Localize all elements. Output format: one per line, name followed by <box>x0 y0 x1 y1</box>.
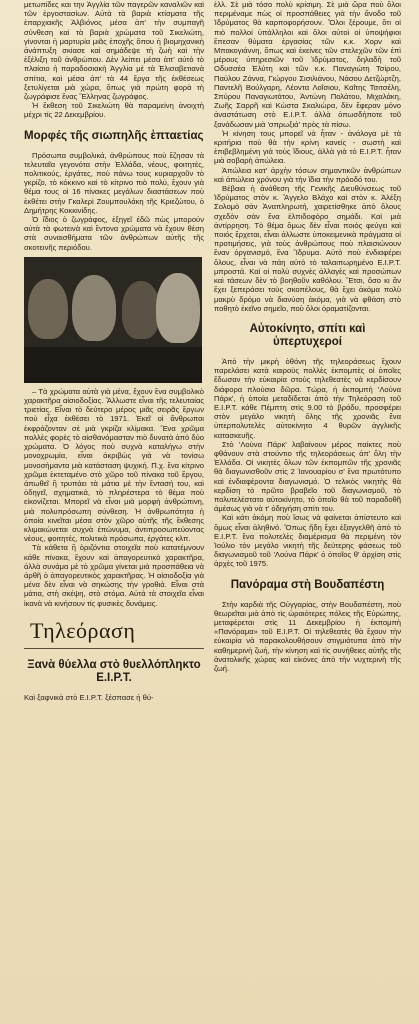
right-paragraph-7: Καὶ κάτι ἀκόμη ποὺ ἴσως νὰ φαίνεται ἀπίστευτο καὶ ὅμως εἶναι ἀληθινό. Ὅπως ἤδη ἔχει ἐξαγγελθῆ ἀπὸ τὸ Ε.Ι.Ρ.Τ. ἕνα πολυτελὲς διαμέρισμα θὰ περιμένη τὸν Ἰούλιο τὸν μεγάλο νικητὴ τῆς δεύτερης φάσεως τοῦ διαγωνισμοῦ τοῦ 'Λούνα Πάρκ' ὁ ὁποῖος θ' ἀρχίση στὶς ἀρχὲς τοῦ 1975. <box>214 513 401 569</box>
left-intro-paragraph: μετωπίδες και την Ἀγγλία τῶν παγερῶν καναλιῶν καὶ τῶν ἐργοστασίων. Αὐτὰ τὰ βαριὰ κτίσματα τῆς ἐπαρχιακῆς Ἀλβιόνος μέσα ἀπ' τὴν συμπαγῆ σύνθεση καὶ τὰ βαριὰ χρώματα τοῦ Σικελιώτη, γίνονται ἡ μαρτυρία μιᾶς ἐποχῆς ὅπου ἡ βιομηχανικὴ ἀνάπτυξη σκίασε καὶ σημάδεψε τὴ ζωὴ καὶ τὴν ἐξέλιξη τοῦ ἀνθρώπου. Δὲν λείπει μέσα ἀπ' αὐτὸ τὸ πλαίσιο ἡ παραδοσιακὴ Ἀγγλία μὲ τὰ Ἐλισαβετιανὰ σπίτια, καὶ μέσα ἀπ' τὰ 44 ἔργα τῆς ἐκθέσεως ξετυλίγεται μιὰ χώρα, ὅπως γιὰ πρώτη φορὰ τὴ ζωγράφισε ἕνας Ἕλληνας ζωγράφος. <box>24 0 204 102</box>
artwork-photo <box>24 257 202 383</box>
headline-silent-seven-years: Μορφές τῆς σιωπηλῆς ἑπταετίας <box>24 129 204 142</box>
right-paragraph-4: Βέβαια ἡ ἀνάθεση τῆς Γενικῆς Διευθύνσεως τοῦ Ἱδρύματος στὸν κ. Ἄγγελο Βλάχο καὶ στὸν κ. Ἀλέξη Σολομὸ σὰν Ἀναπληρωτή, χαιρετίσθηκε ἀπὸ ὅλους σχεδὸν σὰν ἕνα ἐλπιδοφόρο σημάδι. Καὶ μιὰ ἀντίρρηση. Τὸ θέμα ὅμως δὲν εἶναι ποιός φεύγει καὶ ποιός ἔρχεται, εἶναι ἀλλωστε ὑποκειμενικὰ πράγματα οἱ προτιμήσεις, γιὰ τοὺς ἀνθρώπους ποὺ πλαισιώνουν ἕναν ὀργανισμό, ἕνα Ἵδρυμα. Αὐτὸ ποὺ ἐνδιαφέρει ὅλους, εἶναι νὰ πάη αὐτὸ τὸ ταλαιπωρημένο Ε.Ι.Ρ.Τ. μπροστά. Καὶ οἱ πολὺ συχνὲς ἀλλαγὲς καὶ προσώπων καὶ τάσεων δὲν τὸ βοηθοῦν καθόλου. Ἔτσι, ὅσο κι ἂν ἔχει ξεπεράσει τοὺς σκοπέλους, θὰ ἔχει ἀκόμα πολὺ μακρὺ δρόμο νὰ διανύση ἀκόμα, γιὰ νὰ φθάση στὸ ποθητὸ ἐκεῖνο σημεῖο, ποὺ ὅλοι ὀραματίζονται. <box>214 184 401 313</box>
headline-storm-eirt: Ξανὰ θύελλα στὸ θυελλόπληκτο Ε.Ι.Ρ.Τ. <box>27 658 201 684</box>
left-column <box>24 0 204 1024</box>
right-column <box>214 0 401 1024</box>
photo-shadow <box>24 347 202 383</box>
section-divider <box>24 648 204 649</box>
left-intro-end-paragraph: Ἡ ἔκθεση τοῦ Σικελιώτη θὰ παραμείνη ἀνοιχτὴ μέχρι τίς 22 Δεκεμβρίου. <box>24 101 204 120</box>
photo-figure-4 <box>156 273 200 343</box>
article-paragraph-4: Τὰ κάθετα ἢ ὁριζόντια στοιχεῖα ποὺ κατατέμνουν κάθε πίνακα, ἔχουν καὶ ἀπαγορευτικὸ χαρακτῆρα, ἀλλὰ συνάμα μὲ τὸ χρῶμα γίνεται μιὰ προσπάθεια νὰ ἀρθῆ ὁ ἀπαγορευτικὸς χαρακτῆρας. Ἡ αἰσιοδοξία γιὰ μένα δὲν εἶναι νὰ σηκώσης τὴν γροθιά. Εἶναι στὰ μάτια, στὴ σκέψη, στὸ στόμα. Αὐτὰ τὰ στοιχεῖα εἶναι ἱκανὰ νὰ κινήσουν τίς φυσικὲς δυνάμεις. <box>24 543 204 608</box>
right-paragraph-5: Ἀπὸ τὴν μικρὴ ὀθόνη τῆς τηλεοράσεως ἔχουν παρελάσει κατὰ καιροὺς πολλὲς ἐκπομπὲς οἱ ὁποῖες ἔδωσαν τὴν εὐκαιρία στοὺς τηλεθεατὲς νὰ κερδίσουν διάφορα πλούσια δῶρα. Τώρα, ἡ ἐκπομπὴ 'Λούνα Πάρκ', ἡ ὁποία μεταδίδεται ἀπὸ τὴν Τηλεόραση τοῦ Ε.Ι.Ρ.Τ. κάθε Πέμπτη στὶς 9.00 τὸ βράδυ, προσφέρει στὸν μεγάλο νικητὴ ὅλης τῆς χρονιᾶς ἕνα ὑπερπολυτελὲς αὐτοκίνητο 4 θυρῶν ἀγγλικῆς κατασκευῆς. <box>214 356 401 440</box>
headline-panorama-budapest: Πανόραμα στὴ Βουδαπέστη <box>230 578 385 591</box>
headline-car-house: Αὐτοκίνητο, σπίτι καὶ ὑπερτυχεροί <box>249 322 366 348</box>
right-paragraph-3: Ἀπώλεια κατ' ἀρχὴν τόσων σημαντικῶν ἀνθρώπων καὶ ἀπώλεια χρόνου γιὰ τὴν ἴδια τὴν πρόοδό του. <box>214 165 401 184</box>
photo-figure-1 <box>28 279 68 339</box>
section-title-television: Τηλεόραση <box>30 617 136 643</box>
right-intro-paragraph: ἐλλ. Σὲ μιὰ τόσο πολὺ κρίσιμη. Σὲ μιὰ ὥρα ποὺ ὅλοι περιμέναμε πὼς οἱ προσπάθειες γιὰ τὴν ἄνοδο τοῦ Ἱδρύματος θὰ καρποφορήσουν. Ὅλοι ξέρουμε, ὅτι οἱ πιὸ πολλοί ὑπάλληλοι καὶ ὅλοι αὐτοὶ οἱ ὑποψήφιοι ἔπεσαν θύματα ἐργασίας τῶν κ.κ. Χορν καὶ Μπακογιάννη, ὅπως καὶ ἐκείνες τῶν στελεχῶν τῶν ἐπὶ μέρους ὑπηρεσιῶν τοῦ Ἱδρύματος, δηλαδὴ τοῦ Οδυσσέα Ἐλύτη καὶ τῶν κ.κ. Παναγιώτη Τσίρου, Παύλου Ζάννα, Γιώργου Σισιλιάνου, Νάσου Δετζώρτζη, Παντελῆ Βούλγαρη, Λέοντα Λοΐσιου, Καΐτης Τσιτσέλη, Σπύρου Παναγιωτάτου, Ἀντώνη Πολάτου, Μιχαλάκη, Ζωῆς Σαρρῆ καὶ Κώστα Σκαλιώρα, δὲν ἔφεραν μόνο ἀναστάτωση στὸ Ε.Ι.Ρ.Τ. ἀλλὰ ὁπωσδήποτε τοῦ ξανάδωσαν μιὰ 'σπρωξιά' πρὸς τὰ πίσω. <box>214 0 401 129</box>
photo-figure-2 <box>72 275 116 341</box>
article-paragraph-1: Πρόσωπα συμβολικά, ἀνθρώπους ποὺ ἔζησαν τὰ τελευταῖα γεγονότα στὴν Ἑλλάδα, νέους, φοιτητές, πολιτικούς, ἐργάτες, ποὺ πάνω τους κυριαρχοῦν τὸ γκρίζο, τὸ κόκκινο καὶ τὸ κίτρινο πιὸ πολύ, ἔχουν γιὰ θέμα τους οἱ 16 πίνακες μεγάλων διαστάσεων ποὺ ἐκθέτει στὴν Γκαλερὶ Ζουμπουλάκη τῆς Κριεζώτου, ὁ Δημήτρης Κοκκινίδης. <box>24 150 204 215</box>
right-paragraph-6: Στὸ 'Λούνα Πάρκ' λαβαίνουν μέρος παίκτες ποὺ φθάνουν στὰ στούντιο τῆς τηλεοράσεως ἀπ' ὅλη τὴν Ἑλλάδα. Οἱ νικητὲς ὅλων τῶν ἐκπομπῶν τῆς χρονιᾶς θὰ διαγωνισθοῦν στὶς 2 Ἰανουαρίου σ' ἕνα πρωτότυπο καὶ ἐνδιαφέροντα διαγωνισμό. Ὁ τελικὸς νικητὴς θὰ κερδίση τὸ πρῶτο βραβεῖο τοῦ διαγωνισμοῦ, τὸ πολυτελέστατο αὐτοκίνητο, τὸ ὁποῖο θὰ τοῦ παραδοθῆ ἀμέσως γιὰ νὰ τ' ὁδηγήση σπίτι του. <box>214 439 401 514</box>
article-paragraph-2: Ὁ ἴδιος ὁ ζωγράφος, ἐξηγεῖ ἐδῶ πὼς μπορούν αὐτὰ τὰ φωτεινὰ καὶ ἔντονα χρώματα νὰ ἔχουν θέση στὰ συναισθήματα τῶν ἀνθρώπων αὐτῆς τῆς σκοτεινῆς περιόδου. <box>24 215 204 252</box>
photo-figure-3 <box>122 281 160 339</box>
right-paragraph-8: Στὴν καρδιὰ τῆς Οὐγγαρίας, στὴν Βουδαπέστη, ποὺ θεωρεῖται μιὰ ἀπὸ τὶς ὡραιότερες πόλεις τῆς Εὐρώπης, μεταφέρεται στὶς 11 Δεκεμβρίου ἡ ἐκπομπὴ «Πανόραμα» τοῦ Ε.Ι.Ρ.Τ. Οἱ τηλεθεατὲς θὰ ἔχουν τὴν εὐκαιρία νὰ παρακολουθήσουν στιγμιότυπα ἀπὸ τὴν καθημερινὴ ζωή, τὴν κίνηση καὶ τὶς συνήθειες αὐτῆς τῆς ἀνατολικῆς χώρας καὶ εἰκόνες ἀπὸ τὴν νυχτερινὴ τῆς ζωή. <box>214 599 401 673</box>
storm-eirt-paragraph: Καὶ ξαφνικὰ στὸ Ε.Ι.Ρ.Τ. ξέσπασε ἡ θύ- <box>24 692 154 702</box>
right-paragraph-2: Ἡ κίνηση τους μπορεῖ νὰ ἦταν - ἀνάλογα μὲ τὰ κριτήρια ποὺ θὰ τὴν κρίνη κανείς - σωστὴ καὶ ἐπιβεβλημένη γιὰ τοὺς ἴδιους, ἀλλὰ γιὰ τὸ Ε.Ι.Ρ.Τ. ἦταν μιὰ σοβαρὴ ἀπώλεια. <box>214 128 401 166</box>
article-paragraph-3: – Τὰ χρώματα αὐτὰ γιὰ μένα, ἔχουν ἕνα συμβολικὸ χαρακτῆρα αἰσιοδοξίας. Ἄλλωστε εἶναι τῆς τελευταίας τριετίας. Εἶναι τὸ δεύτερο μέρος μιᾶς σειρᾶς ἔργων ποὺ εἶχα ἐκθέσει τὸ 1971. Ἐκεῖ οἱ ἄνθρωποι ἐκφράζονταν σὲ μιὰ γκρίζα κλίμακα. Ἕνα χρῶμα πολλὲς φορὲς τὸ αἰσθανόμασταν πιὸ δυνατὰ ἀπὸ δύο χρώματα. Ὁ λόγος ποὺ συχνὰ καταλήγω στὴν μονοχρωμία, εἶναι ἀκριβὼς γιὰ νὰ τονίσω μονοσήμαντα μιὰ κατάσταση ψυχική. Π.χ. ἕνα κίτρινο χρῶμα ἐκτεταμένο στὸ χῶρο τοῦ πίνακα τοῦ ἔργου, ἀπωθεῖ ἢ τρυπάει τὰ μάτια μὲ τὴν ἔντασή του, καὶ ὁδηγεῖ, σχηματικά, τὸ πληρέστερα τὸ θέμα ποὺ εἰκονίζεται. Μπορεῖ νὰ εἶναι μιὰ μορφὴ ἀνθρώπινη, μιὰ πολυπρόσωπη σύνθεση. Ἡ ἀνθρωπότητα ἡ ὁποία κινεῖται μέσα στὸν χῶρο αὐτῆς τῆς ἔκθεσης κλιμακώνεται συχνὰ ἐπώνυμα, ἀντιπροσωπεύοντας νέους, φοιτητές, πολιτικὰ πρόσωπα, ἐργάτες κλπ. <box>24 386 204 544</box>
